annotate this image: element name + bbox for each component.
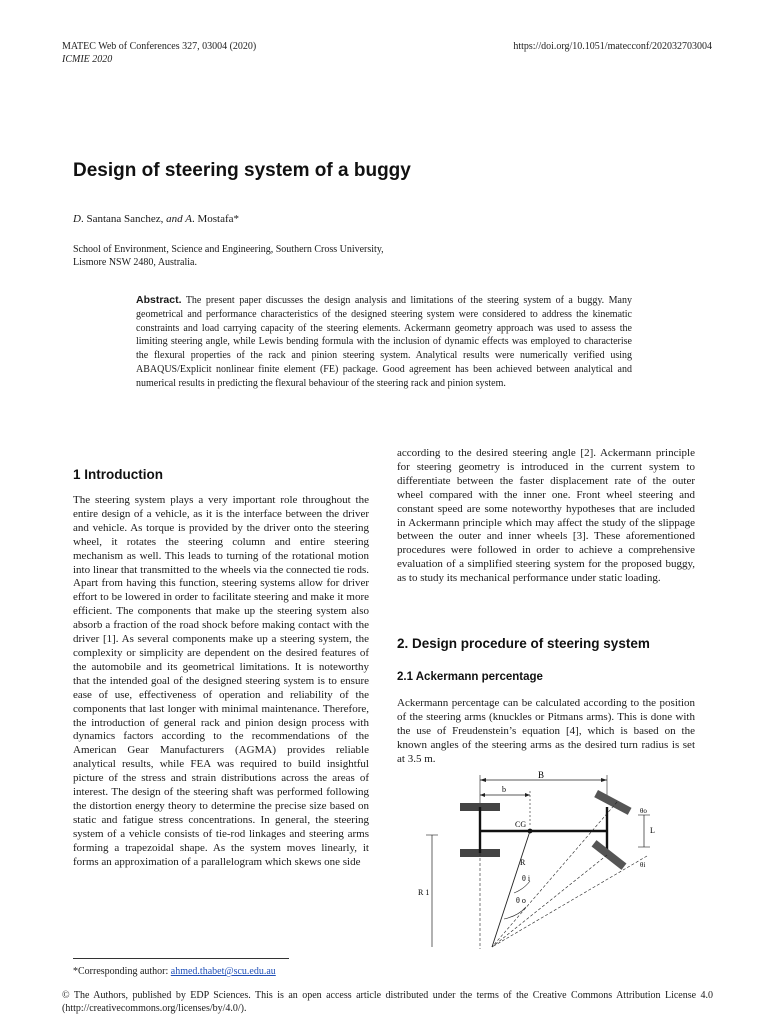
label-b: b [502,785,506,794]
author-2-name: . Mostafa* [191,213,239,225]
label-theta-o: θ o [516,896,526,905]
label-R: R [520,858,526,867]
label-L: L [650,826,655,835]
label-theta-o-right: θo [640,807,647,815]
author-email-link[interactable]: ahmed.thabet@scu.edu.au [170,966,276,977]
arrow-B-right [601,778,607,782]
affiliation-line-1: School of Environment, Science and Engineering, Southern Cross University, [73,244,384,255]
angle-arc-theta-o [504,907,526,919]
right-column-continuation [397,447,695,586]
label-B: B [538,771,545,780]
doi-link[interactable]: https://doi.org/10.1051/matecconf/202032703004 [513,41,712,52]
abstract-text: The present paper discusses the design analysis and limitations of the steering system of a buggy. Many geometrical and performance characteristics of the designed steering system were considered to address the kinematic constraints and load carrying capacity of the steering elements. Ackermann geometry approach was used to assess the limiting steering angle, while Lewis bending formula with the inclusion of dynamic effects was employed to characterise the flexural properties of the rack and pinion steering system. Analytical results were numerically verified using ABAQUS/Explicit nonlinear finite element (FE) package. Good agreement has been achieved between analytical and numerical results in predicting the flexural behaviour of the steering rack and pinion system. [136,295,632,389]
label-theta-i-right: θi [640,861,646,869]
ackermann-paragraph: Ackermann percentage can be calculated according to the position of the steering arms (knuckles or Pitmans arms). This is done with the use of Freudenstein’s equation [4], which is based on the known angles of the steering arms as the desired turn radius is set at 3.5 m. [397,697,695,765]
section-heading-introduction: 1 Introduction [73,467,163,482]
author-2-initial: and A [166,213,192,225]
corresponding-author-footnote [73,966,276,977]
affiliation [73,243,384,269]
ackermann-geometry-figure [412,771,662,954]
footnote-prefix: *Corresponding author: [73,966,171,977]
subsection-heading-ackermann: 2.1 Ackermann percentage [397,671,543,683]
inner-wheel-line [492,855,607,947]
footnote-rule [73,958,289,959]
author-1-name: . Santana Sanchez, [80,213,164,225]
radius-line-R [492,831,530,947]
front-outer-wheel [594,790,631,815]
arrow-B-left [480,778,486,782]
continuation-paragraph: according to the desired steering angle [2]. Ackermann principle for steering geometry is introduced in the current system to differentiate between the faster displacement rate of the outer wheel compared with the inner one. Front wheel steering and constant speed are some noteworthy hypotheses that are included in Ackermann principle which may affect the study of the slippage between the outer and inner wheels [3]. These aforementioned procedures were followed in order to achieve a comprehensive evaluation of a simplified steering system for the proposed buggy, as to study its mechanical performance under static loading. [397,447,695,585]
arrow-b-left [480,793,485,797]
front-inner-wheel [592,840,627,870]
conference-name: MATEC Web of Conferences 327, 03004 (2020) [62,41,257,52]
license-notice: © The Authors, published by EDP Sciences. This is an open access article distributed under the terms of the Creative Commons Attribution License 4.0 (http://creativecommons.org/licenses/by/4.0/). [62,990,713,1014]
abstract [136,294,632,391]
ackermann-diagram [412,771,662,949]
ackermann-body [397,697,695,767]
label-R1: R 1 [418,888,430,897]
label-CG: CG [515,820,527,829]
outer-wheel-line [492,802,617,947]
running-header-left [62,40,256,66]
affiliation-line-2: Lismore NSW 2480, Australia. [73,257,197,268]
conference-sub: ICMIE 2020 [62,54,113,65]
abstract-label: Abstract. [136,294,182,306]
arrow-b-right [525,793,530,797]
author-list [73,213,239,225]
section-heading-design-procedure: 2. Design procedure of steering system [397,636,650,651]
introduction-body [73,494,369,869]
author-1-initial: D [73,213,81,225]
paper-title: Design of steering system of a buggy [73,160,411,181]
introduction-paragraph: The steering system plays a very important role throughout the entire design of a vehicle, as it is the interface between the driver and vehicle. As torque is provided by the driver onto the steering wheel, it rotates the steering column and entire steering mechanism as well. This leads to turning of the rotational motion into linear that transmitted to the wheels via the connected tie rods. Apart from having this function, steering systems allow for driver effort to be lowered in order to facilitate steering and make it more efficient. The components that make up the steering system also absorb a fraction of the road shock before making contact with the driver [1]. As several components make up a steering system, the complexity or simplicity are dependent on the desired features of the automobile and its geometrical limitations. It is noteworthy that the intended goal of the designed steering system is to ensure ease of use, effectiveness of operation and reliability of the components that last longer with minimal maintenance. Therefore, the introduction of general rack and pinion design process with dynamics factors according to the recommendations of the American Gear Manufacturers (AGMA) provides reliable analytical results, while FEA was required to build insightful picture of the stress and strain distributions across the areas of interest. The design of the steering shaft was performed following the distortion energy theory to determine the precise size based on static and fatigue stress concentrations. In general, the steering system of a vehicle consists of tie-rod linkages and steering arms forming a trapezoidal shape. As the system moves linearly, it forms an approximation of a parallelogram which skews one side [73,494,369,868]
label-theta-i: θ i [522,874,531,883]
